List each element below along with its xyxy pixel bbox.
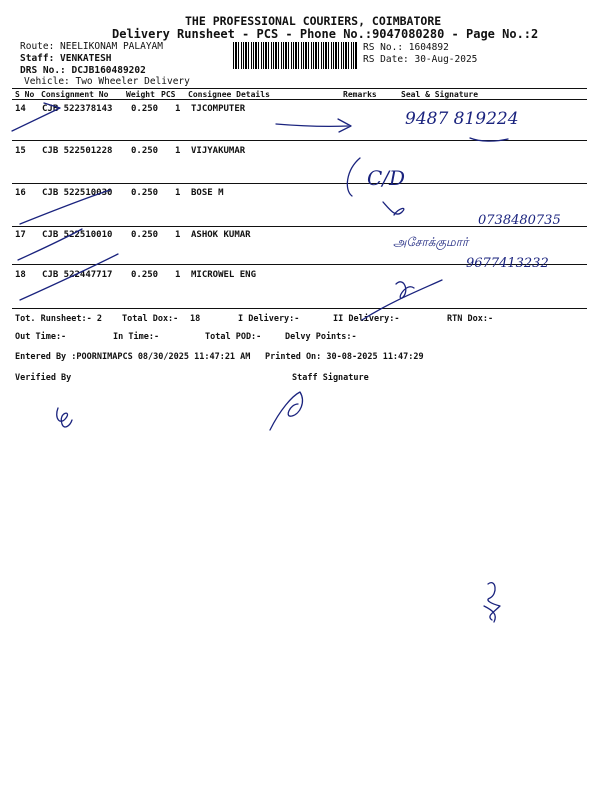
delvy-points: Delvy Points:- bbox=[285, 332, 357, 342]
tot-runsheet: Tot. Runsheet:- 2 bbox=[15, 314, 102, 324]
row-weight: 0.250 bbox=[131, 270, 159, 280]
table-header-border bbox=[12, 99, 587, 100]
row-weight: 0.250 bbox=[131, 104, 159, 114]
row-sno: 15 bbox=[15, 146, 26, 156]
handwritten-phone: 9677413232 bbox=[466, 256, 549, 271]
signature-mark bbox=[396, 282, 414, 298]
handwritten-phone: 0738480735 bbox=[478, 213, 561, 228]
total-pod: Total POD:- bbox=[205, 332, 262, 342]
route-label: Route: NEELIKONAM PALAYAM bbox=[20, 41, 163, 52]
row-sno: 18 bbox=[15, 270, 26, 280]
row-divider bbox=[12, 140, 587, 141]
total-dox-value: 18 bbox=[190, 314, 201, 324]
row-consignment: CJB 522501228 bbox=[42, 146, 113, 156]
rs-date: RS Date: 30-Aug-2025 bbox=[363, 54, 478, 65]
table-top-border bbox=[12, 88, 587, 89]
i-delivery: I Delivery:- bbox=[238, 314, 300, 324]
barcode bbox=[233, 42, 357, 69]
row-consignee: BOSE M bbox=[191, 188, 224, 198]
row-consignment: CJB 522447717 bbox=[42, 270, 113, 280]
table-bottom-border bbox=[12, 308, 587, 309]
printed-on: Printed On: 30-08-2025 11:47:29 bbox=[265, 352, 424, 362]
col-sno: S No bbox=[15, 90, 35, 99]
bracket-mark bbox=[347, 158, 360, 196]
col-consignee: Consignee Details bbox=[188, 90, 270, 99]
total-dox-label: Total Dox:- bbox=[122, 314, 179, 324]
staff-signature-label: Staff Signature bbox=[292, 373, 369, 383]
row-pcs: 1 bbox=[175, 230, 181, 240]
row-weight: 0.250 bbox=[131, 188, 159, 198]
verified-signature bbox=[57, 408, 72, 427]
handwritten-phone: 9487 819224 bbox=[405, 109, 519, 129]
handwritten-cd: C/D bbox=[367, 166, 406, 190]
row-consignee: MICROWEL ENG bbox=[191, 270, 257, 280]
row-sno: 17 bbox=[15, 230, 26, 240]
company-title: THE PROFESSIONAL COURIERS, COIMBATORE bbox=[185, 14, 442, 28]
handwritten-name: அசோக்குமார் bbox=[393, 235, 469, 249]
entered-by: Entered By :POORNIMAPCS 08/30/2025 11:47:21 AM bbox=[15, 352, 251, 362]
ii-delivery: II Delivery:- bbox=[333, 314, 400, 324]
col-pcs: PCS bbox=[161, 90, 176, 99]
row-consignment: CJB 522510030 bbox=[42, 188, 113, 198]
staff-signature bbox=[270, 392, 302, 430]
row-consignment: CJB 522510010 bbox=[42, 230, 113, 240]
row-sno: 14 bbox=[15, 104, 26, 114]
col-remarks: Remarks bbox=[343, 90, 377, 99]
col-weight: Weight bbox=[126, 90, 155, 99]
row-pcs: 1 bbox=[175, 188, 181, 198]
row-pcs: 1 bbox=[175, 146, 181, 156]
row-pcs: 1 bbox=[175, 104, 181, 114]
staff-label: Staff: VENKATESH bbox=[20, 53, 112, 64]
drs-number: DRS No.: DCJB160489202 bbox=[20, 65, 146, 76]
row-divider bbox=[12, 183, 587, 184]
in-time: In Time:- bbox=[113, 332, 160, 342]
row-sno: 16 bbox=[15, 188, 26, 198]
row-consignee: TJCOMPUTER bbox=[191, 104, 246, 114]
arrow-mark bbox=[276, 119, 351, 132]
signature-mark bbox=[383, 202, 404, 215]
col-consignment: Consignment No bbox=[41, 90, 109, 99]
scribble-mark bbox=[484, 583, 500, 622]
rs-number: RS No.: 1604892 bbox=[363, 42, 449, 53]
row-consignee: ASHOK KUMAR bbox=[191, 230, 251, 240]
row-consignee: VIJYAKUMAR bbox=[191, 146, 246, 156]
verified-by-label: Verified By bbox=[15, 373, 72, 383]
row-divider bbox=[12, 226, 587, 227]
vehicle-label: Vehicle: Two Wheeler Delivery bbox=[24, 76, 190, 87]
rtn-dox: RTN Dox:- bbox=[447, 314, 494, 324]
out-time: Out Time:- bbox=[15, 332, 67, 342]
row-weight: 0.250 bbox=[131, 146, 159, 156]
col-seal-signature: Seal & Signature bbox=[401, 90, 479, 99]
row-weight: 0.250 bbox=[131, 230, 159, 240]
row-pcs: 1 bbox=[175, 270, 181, 280]
row-consignment: CJB 522378143 bbox=[42, 104, 113, 114]
runsheet-subtitle: Delivery Runsheet - PCS - Phone No.:9047080280 - Page No.:2 bbox=[112, 27, 539, 41]
row-divider bbox=[12, 264, 587, 265]
